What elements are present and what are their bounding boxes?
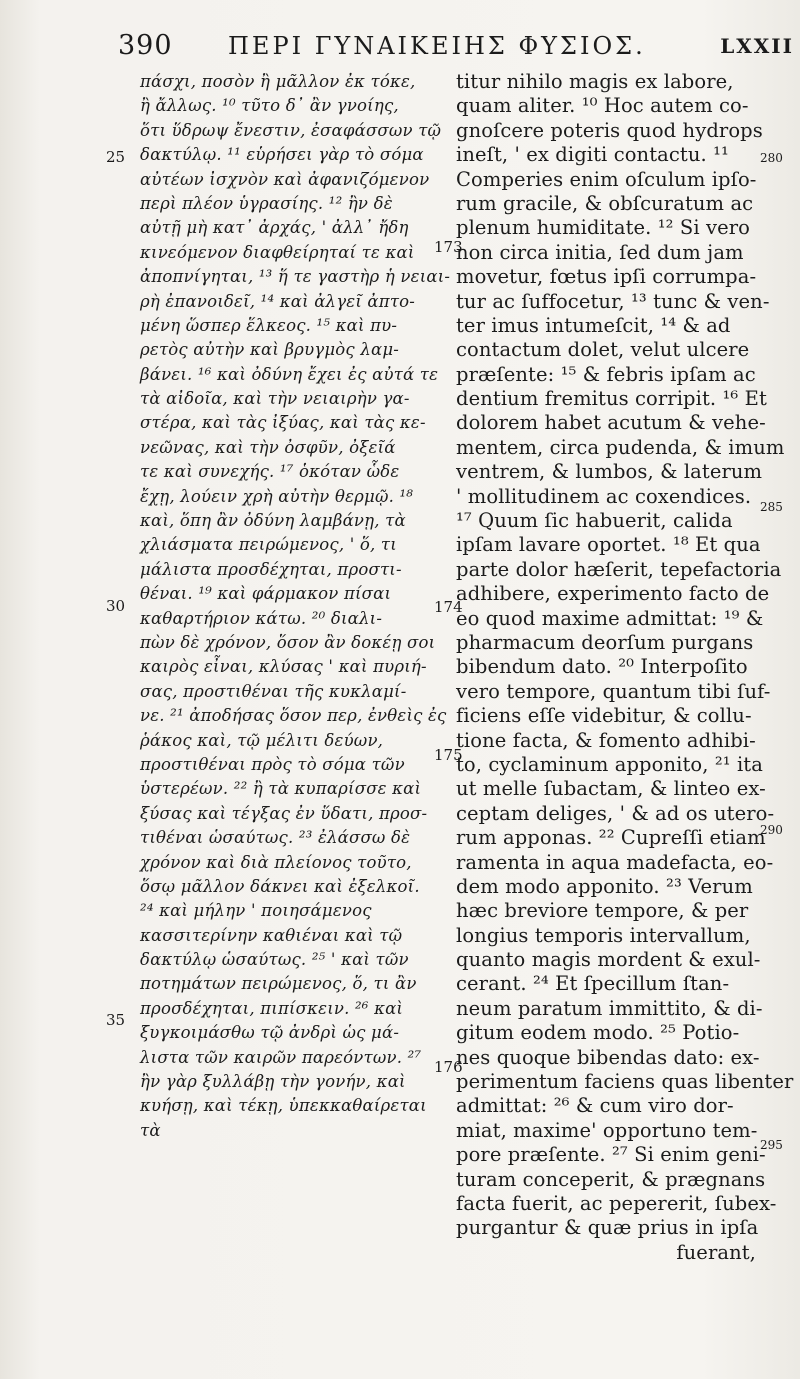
text-line: αὐτῇ μὴ κατ᾽ ἀρχάς, ' ἀλλ᾽ ἤδη — [140, 218, 409, 238]
text-line: dolorem habet acutum & vehe- — [456, 411, 766, 435]
text-line: ὅσῳ μᾶλλον δάκνει καὶ ἐξελκοῖ. — [140, 876, 420, 896]
text-line: ῥάκος καὶ, τῷ μέλιτι δεύων, — [140, 730, 384, 750]
text-line: neum paratum immittito, & di- — [456, 996, 763, 1020]
text-line: fuerant, — [676, 1240, 756, 1264]
text-line: πάσχι, ποσὸν ἢ μᾶλλον ἐκ τόκε, — [140, 72, 416, 91]
text-line: pharmacum deorſum purgans — [456, 630, 754, 654]
running-head: ΠΕΡΙ ΓΥΝΑΙΚΕΙΗΣ ΦΥΣΙΟΣ. — [228, 32, 646, 60]
text-line: longius temporis intervallum, — [456, 923, 751, 947]
section-mark: LXXII — [720, 34, 794, 58]
text-line: parte dolor hæſerit, tepefactoria — [456, 557, 782, 581]
text-line: πὼν δὲ χρόνον, ὅσον ἂν δοκέῃ σοι — [140, 632, 436, 652]
text-line: dentium fremitus corripit. ¹⁶ Et — [456, 387, 767, 411]
text-line: plenum humiditate. ¹² Si vero — [456, 216, 751, 240]
text-line: quanto magis mordent & exul- — [456, 948, 761, 972]
text-line: ut melle ſubactam, & linteo ex- — [456, 777, 766, 801]
text-line: μάλιστα προσδέχηται, προστι- — [140, 559, 402, 579]
paragraph-number-176: 176 — [434, 1058, 463, 1076]
text-line: στέρα, καὶ τὰς ἰξύας, καὶ τὰς κε- — [140, 413, 426, 433]
text-line: vero tempore, quantum tibi ſuf- — [456, 679, 771, 703]
text-line: bibendum dato. ²⁰ Interpoſito — [456, 655, 748, 679]
text-line: gnoſcere poteris quod hydrops — [456, 118, 763, 142]
text-line: ποτημάτων πειρώμενος, ὅ, τι ἂν — [140, 974, 417, 994]
text-line: ξύσας καὶ τέγξας ἐν ὕδατι, προσ- — [140, 803, 428, 823]
text-line: gitum eodem modo. ²⁵ Potio- — [456, 1021, 740, 1045]
text-line: tur ac ſuffocetur, ¹³ tunc & ven- — [456, 289, 770, 313]
page-header — [108, 30, 794, 66]
text-line: ramenta in aqua madefacta, eo- — [456, 850, 774, 874]
paragraph-number-173: 173 — [434, 238, 463, 256]
text-line: δακτύλῳ. ¹¹ εὑρήσει γὰρ τὸ σόμα — [140, 145, 424, 165]
text-line: mentem, circa pudenda, & imum — [456, 435, 785, 459]
line-number-25: 25 — [106, 148, 126, 166]
text-line: miat, maxime' opportuno tem- — [456, 1118, 758, 1142]
text-line: ἢν γὰρ ξυλλάβῃ τὴν γονήν, καὶ — [140, 1072, 406, 1092]
text-line: cerant. ²⁴ Et ſpecillum ſtan- — [456, 972, 730, 996]
page-number: 390 — [118, 30, 173, 61]
paragraph-number-175: 175 — [434, 746, 463, 764]
right-line-number-295: 295 — [760, 1138, 783, 1152]
text-line: θέναι. ¹⁹ καὶ φάρμακον πίσαι — [140, 584, 392, 604]
text-line: τὰ αἰδοῖα, καὶ τὴν νειαιρὴν γα- — [140, 389, 410, 409]
text-line: ¹⁷ Quum ſic habuerit, calida — [456, 509, 733, 533]
text-line: ficiens eſſe videbitur, & collu- — [456, 704, 752, 728]
text-line: ρὴ ἐπανοιδεῖ, ¹⁴ καὶ ἀλγεῖ ἀπτο- — [140, 291, 416, 311]
text-line: τε καὶ συνεχής. ¹⁷ ὁκόταν ὧδε — [140, 462, 400, 482]
text-line: κινεόμενον διαφθείρηταί τε καὶ — [140, 242, 415, 262]
right-line-number-290: 290 — [760, 823, 783, 837]
text-line: dem modo apponito. ²³ Verum — [456, 874, 753, 898]
text-line: ' mollitudinem ac coxendices. — [456, 484, 752, 508]
text-line: ²⁴ καὶ μήλην ' ποιησάμενος — [140, 901, 372, 921]
text-line: αὐτέων ἰσχνὸν καὶ ἀφανιζόμενον — [140, 169, 430, 189]
text-line: ἢ ἄλλως. ¹⁰ τῦτο δ᾽ ἂν γνοίης, — [140, 96, 399, 116]
text-line: movetur, fœtus ipſi corrumpa- — [456, 265, 757, 289]
text-line: ἀποπνίγηται, ¹³ ἥ τε γαστὴρ ἡ νειαι- — [140, 267, 451, 287]
text-line: admittat: ²⁶ & cum viro dor- — [456, 1094, 734, 1118]
text-line: quam aliter. ¹⁰ Hoc autem co- — [456, 94, 749, 118]
text-line: σας, προστιθέναι τῆς κυκλαμί- — [140, 681, 407, 701]
text-line: adhibere, experimento facto de — [456, 582, 770, 606]
text-line: τιθέναι ὡσαύτως. ²³ ἐλάσσω δὲ — [140, 828, 411, 848]
text-line: nes quoque bibendas dato: ex- — [456, 1045, 760, 1069]
text-line: præſente: ¹⁵ & febris ipſam ac — [456, 362, 756, 386]
text-line: eo quod maxime admittat: ¹⁹ & — [456, 606, 764, 630]
text-line: προσδέχηται, πιπίσκειν. ²⁶ καὶ — [140, 998, 404, 1018]
text-line: tione facta, & fomento adhibi- — [456, 728, 756, 752]
text-line: μένη ὥσπερ ἕλκεος. ¹⁵ καὶ πυ- — [140, 315, 398, 335]
text-line: χρόνον καὶ διὰ πλείονος τοῦτο, — [140, 852, 412, 872]
right-line-number-285: 285 — [760, 500, 783, 514]
text-line: turam conceperit, & prægnans — [456, 1167, 766, 1191]
text-line: καιρὸς εἶναι, κλύσας ' καὶ πυριή- — [140, 657, 427, 677]
text-line: χλιάσματα πειρώμενος, ' ὅ, τι — [140, 535, 397, 555]
text-line: rum apponas. ²² Cupreſſi etiam — [456, 826, 766, 850]
right-line-number-280: 280 — [760, 151, 783, 165]
text-line: Comperies enim oſculum ipſo- — [456, 167, 757, 191]
text-line: non circa initia, ſed dum jam — [456, 240, 744, 264]
text-line: νεῶνας, καὶ τὴν ὀσφῦν, ὀξεῖά — [140, 437, 396, 457]
text-line: ὑστερέων. ²² ἢ τὰ κυπαρίσσε καὶ — [140, 779, 422, 799]
text-line: ἔχῃ, λούειν χρὴ αὐτὴν θερμῷ. ¹⁸ — [140, 486, 414, 506]
text-line: perimentum faciens quas libenter — [456, 1070, 794, 1094]
text-line: προστιθέναι πρὸς τὸ σόμα τῶν — [140, 754, 405, 774]
text-line: κασσιτερίνην καθιέναι καὶ τῷ — [140, 925, 403, 945]
text-line: ipſam lavare oportet. ¹⁸ Et qua — [456, 533, 761, 557]
text-line: ceptam deliges, ' & ad os utero- — [456, 801, 775, 825]
text-line: purgantur & quæ prius in ipſa — [456, 1216, 759, 1240]
text-line: τὰ — [140, 1120, 161, 1140]
text-line: facta fuerit, ac pepererit, ſubex- — [456, 1191, 777, 1215]
text-line: rum gracile, & obſcuratum ac — [456, 191, 754, 215]
text-line: contactum dolet, velut ulcere — [456, 338, 750, 362]
text-line: ineſt, ' ex digiti contactu. ¹¹ — [456, 143, 729, 167]
text-line: ρετὸς αὐτὴν καὶ βρυγμὸς λαμ- — [140, 340, 400, 360]
text-line: ter imus intumeſcit, ¹⁴ & ad — [456, 313, 731, 337]
text-line: ξυγκοιμάσθω τῷ ἀνδρὶ ὡς μά- — [140, 1023, 400, 1043]
text-line: to, cyclaminum apponito, ²¹ ita — [456, 752, 763, 776]
text-line: pore præſente. ²⁷ Si enim geni- — [456, 1143, 766, 1167]
text-line: λιστα τῶν καιρῶν παρεόντων. ²⁷ — [140, 1047, 422, 1067]
line-number-30: 30 — [106, 597, 126, 615]
text-line: καὶ, ὅπη ἂν ὀδύνη λαμβάνῃ, τὰ — [140, 511, 406, 531]
text-line: ὅτι ὕδρωψ ἔνεστιν, ἐσαφάσσων τῷ — [140, 120, 442, 140]
line-number-35: 35 — [106, 1011, 126, 1029]
text-line: περὶ πλέον ὑγρασίης. ¹² ἢν δὲ — [140, 193, 393, 213]
text-line: βάνει. ¹⁶ καὶ ὀδύνη ἔχει ἐς αὐτά τε — [140, 364, 439, 384]
text-line: titur nihilo magis ex labore, — [456, 70, 734, 93]
text-line: καθαρτήριον κάτω. ²⁰ διαλι- — [140, 608, 383, 628]
text-line: κυήσῃ, καὶ τέκῃ, ὑπεκκαθαίρεται — [140, 1096, 427, 1116]
text-line: δακτύλῳ ὡσαύτως. ²⁵ ' καὶ τῶν — [140, 950, 409, 970]
paragraph-number-174: 174 — [434, 598, 463, 616]
text-line: hæc breviore tempore, & per — [456, 899, 749, 923]
text-line: νε. ²¹ ἀποδήσας ὅσον περ, ἐνθεὶς ἐς — [140, 706, 447, 726]
text-line: ventrem, & lumbos, & laterum — [456, 460, 763, 484]
